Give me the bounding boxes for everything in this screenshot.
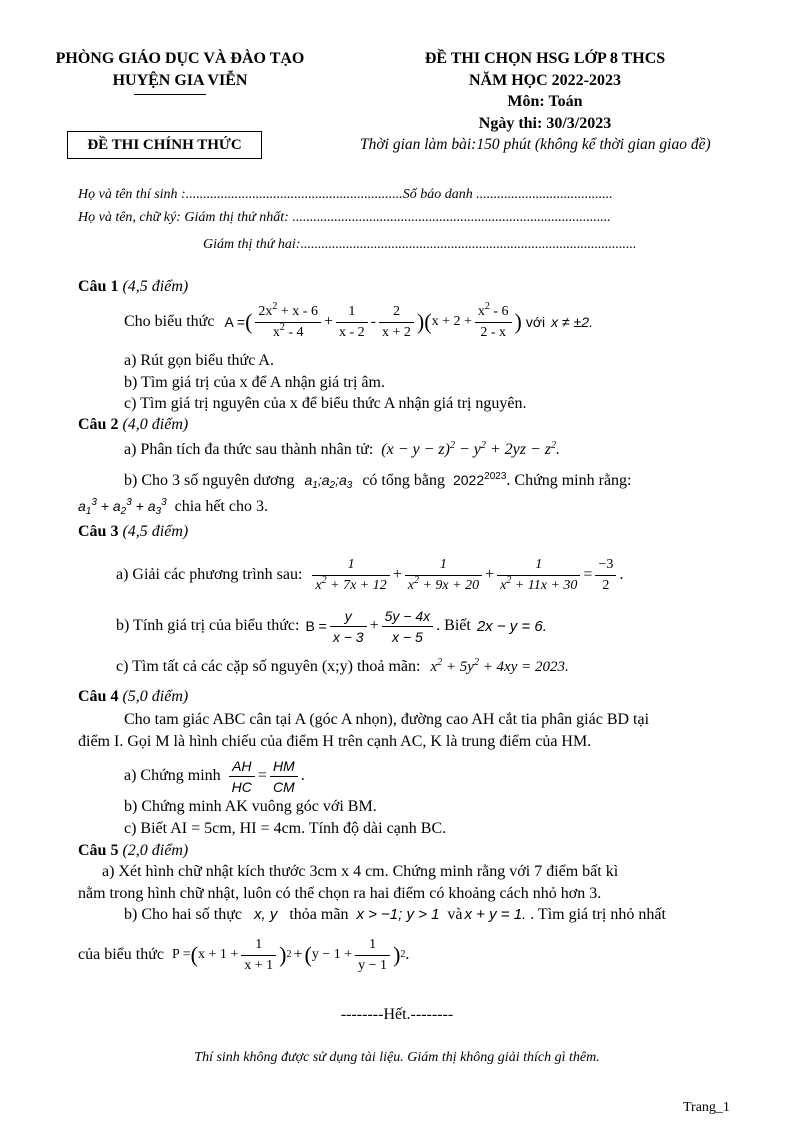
q4-part-c: c) Biết AI = 5cm, HI = 4cm. Tính độ dài cạnh BC. bbox=[124, 820, 447, 837]
q3-heading: Câu 3 (4,5 điểm) bbox=[78, 523, 189, 540]
q4-part-a: a) Chứng minh $\frac{AH}{HC}$ = $\frac{HM}{CM}$ . bbox=[124, 757, 305, 795]
q1-expression: Cho biểu thức A = ( $\frac{2x^2 + x - 6}{x^2 - 4}$ + $\frac{1}{x - 2}$ - $\frac{2}{x + 2}$ ) ( x + 2 + $\frac{x^2 - 6}{2 - x}$ ) với x ≠ ±2. bbox=[124, 300, 593, 340]
q5-part-a-1: a) Xét hình chữ nhật kích thước 3cm x 4 cm. Chứng minh rằng với 7 điểm bất kì bbox=[102, 863, 619, 880]
header-underline bbox=[134, 94, 206, 95]
school-year: NĂM HỌC 2022-2023 bbox=[469, 72, 621, 89]
q4-heading: Câu 4 (5,0 điểm) bbox=[78, 688, 189, 705]
invigilator1-line: Họ và tên, chữ ký: Giám thị thứ nhất: ........................................................................................... bbox=[78, 210, 611, 225]
subject: Môn: Toán bbox=[507, 93, 583, 110]
q5-heading: Câu 5 (2,0 điểm) bbox=[78, 842, 189, 859]
q2-heading: Câu 2 (4,0 điểm) bbox=[78, 416, 189, 433]
q1-part-a: a) Rút gọn biểu thức A. bbox=[124, 352, 274, 369]
end-marker: --------Hết.-------- bbox=[340, 1006, 454, 1023]
q5-part-b: b) Cho hai số thực x, y thỏa mãn x > −1; y > 1 và x + y = 1. . Tìm giá trị nhỏ nhất bbox=[124, 906, 666, 923]
candidate-line: Họ và tên thí sinh :..............................................................Số báo danh ....................................... bbox=[78, 187, 613, 202]
q2-part-b-cont: $a_1^3 + a_2^3 + a_3^3$ chia hết cho 3. bbox=[78, 497, 268, 517]
q5-part-a-2: nằm trong hình chữ nhật, luôn có thể chọn ra hai điểm có khoảng cách nhỏ hơn 3. bbox=[78, 885, 602, 902]
q3-part-c: c) Tìm tất cả các cặp số nguyên (x;y) thoả mãn: $x^2 + 5y^2 + 4xy = 2023$. bbox=[116, 657, 569, 675]
invigilator2-line: Giám thị thứ hai:................................................................................................ bbox=[203, 237, 637, 252]
exam-title: ĐỀ THI CHỌN HSG LỚP 8 THCS bbox=[424, 50, 666, 67]
official-exam-box: ĐỀ THI CHÍNH THỨC bbox=[67, 131, 262, 159]
exam-date: Ngày thi: 30/3/2023 bbox=[478, 115, 612, 132]
page-number: Trang_1 bbox=[683, 1100, 730, 1115]
q1-part-b: b) Tìm giá trị của x để A nhận giá trị âm. bbox=[124, 374, 385, 391]
q4-intro-2: điểm I. Gọi M là hình chiếu của điểm H trên cạnh AC, K là trung điểm của HM. bbox=[78, 733, 592, 750]
district-name: HUYỆN GIA VIỄN bbox=[112, 72, 248, 89]
q5-expression: của biểu thức P = ( x + 1 + $\frac{1}{x + 1}$ ) 2 + ( y − 1 + $\frac{1}{y - 1}$ ) 2 . bbox=[78, 936, 410, 973]
q4-intro-1: Cho tam giác ABC cân tại A (góc A nhọn), đường cao AH cắt tia phân giác BD tại bbox=[124, 711, 650, 728]
q3-part-b: b) Tính giá trị của biểu thức: B = $\frac{y}{x - 3}$ + $\frac{5y - 4x}{x - 5}$ . Biết 2x − y = 6. bbox=[116, 607, 547, 645]
q2-part-b: b) Cho 3 số nguyên dương $a_1;a_2;a_3$ có tổng bằng $2022^{2023}$. Chứng minh rằng: bbox=[124, 471, 632, 491]
time-note: Thời gian làm bài:150 phút (không kể thời gian giao đề) bbox=[360, 136, 711, 153]
footer-note: Thí sinh không được sử dụng tài liệu. Giám thị không giải thích gì thêm. bbox=[194, 1050, 600, 1065]
q1-heading: Câu 1 (4,5 điểm) bbox=[78, 278, 189, 295]
q2-part-a: a) Phân tích đa thức sau thành nhân tử: $(x - y - z)^2 - y^2 + 2yz - z^2$. bbox=[124, 440, 561, 458]
dept-name: PHÒNG GIÁO DỤC VÀ ĐÀO TẠO bbox=[55, 50, 305, 67]
q1-part-c: c) Tìm giá trị nguyên của x để biểu thức A nhận giá trị nguyên. bbox=[124, 395, 527, 412]
q4-part-b: b) Chứng minh AK vuông góc với BM. bbox=[124, 798, 377, 815]
q3-part-a: a) Giải các phương trình sau: $\frac{1}{x^2 + 7x + 12}$ + $\frac{1}{x^2 + 9x + 20}$ + $\frac{1}{x^2 + 11x + 30}$ = $\frac{-3}{2}$ . bbox=[116, 556, 624, 593]
